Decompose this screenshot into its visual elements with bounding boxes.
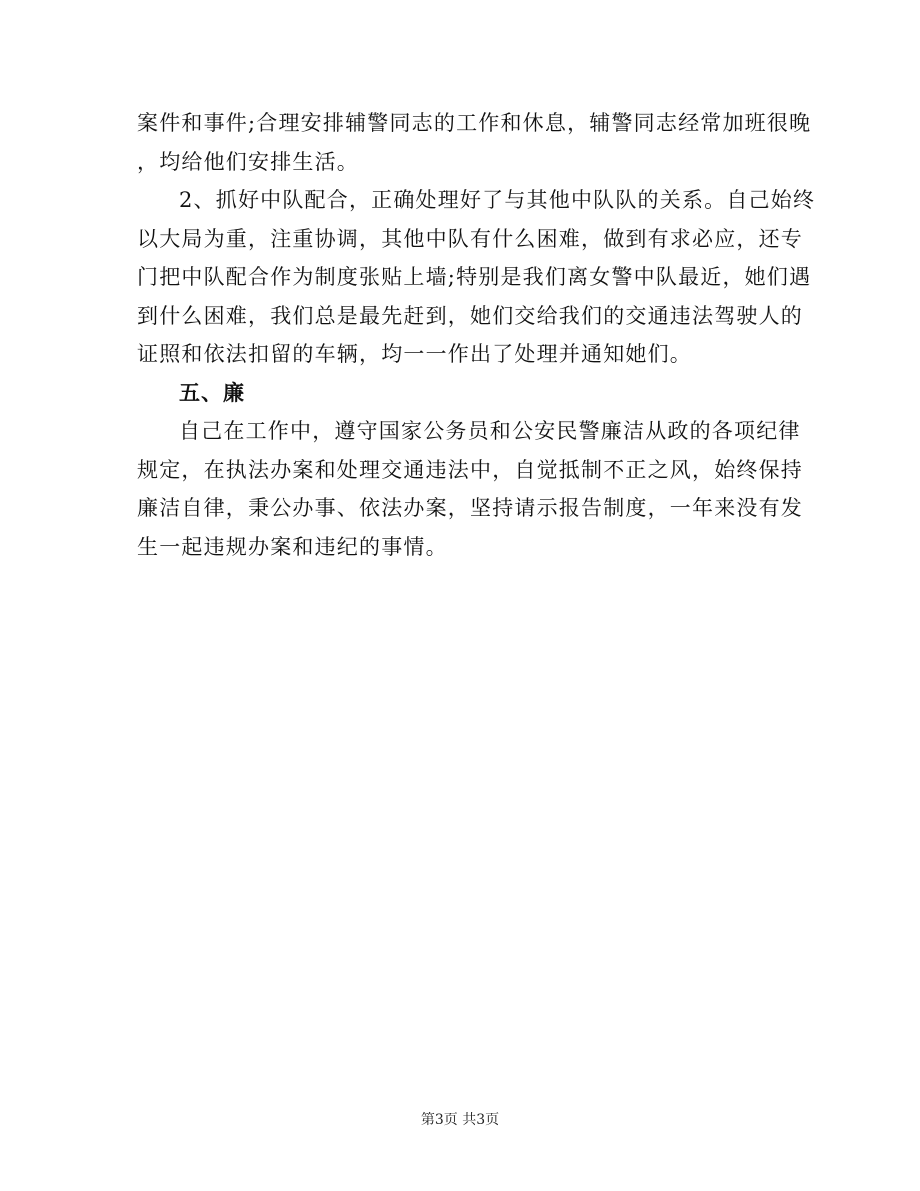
text-line: ，均给他们安排生活。	[137, 149, 359, 174]
text-line: 以大局为重，注重协调，其他中队有什么困难，做到有求必应，还专	[137, 226, 803, 251]
text-line: 规定，在执法办案和处理交通违法中，自觉抵制不正之风，始终保持	[137, 457, 803, 482]
text-line: 自己在工作中，遵守国家公务员和公安民警廉洁从政的各项纪律	[179, 419, 801, 443]
paragraph	[137, 181, 816, 374]
text-line: 门把中队配合作为制度张贴上墙;特别是我们离女警中队最近，她们遇	[137, 265, 812, 289]
text-line: 到什么困难，我们总是最先赶到，她们交给我们的交通违法驾驶人的	[137, 303, 803, 328]
text-line: 廉洁自律，秉公办事、依法办案，坚持请示报告制度，一年来没有发	[137, 496, 803, 520]
page-number-footer: 第3页 共3页	[420, 1112, 500, 1128]
section-heading: 五、廉	[179, 380, 245, 405]
text-line: 证照和依法扣留的车辆，均一一作出了处理并通知她们。	[137, 342, 692, 366]
text-line: 生一起违规办案和违纪的事情。	[137, 534, 448, 559]
paragraph	[137, 104, 812, 181]
document-body	[137, 104, 816, 566]
text-line: 2、抓好中队配合，正确处理好了与其他中队队的关系。自己始终	[179, 188, 816, 212]
section-heading-wrapper	[137, 374, 784, 413]
paragraph	[137, 412, 803, 566]
text-line: 案件和事件;合理安排辅警同志的工作和休息，辅警同志经常加班很晚	[137, 111, 812, 135]
